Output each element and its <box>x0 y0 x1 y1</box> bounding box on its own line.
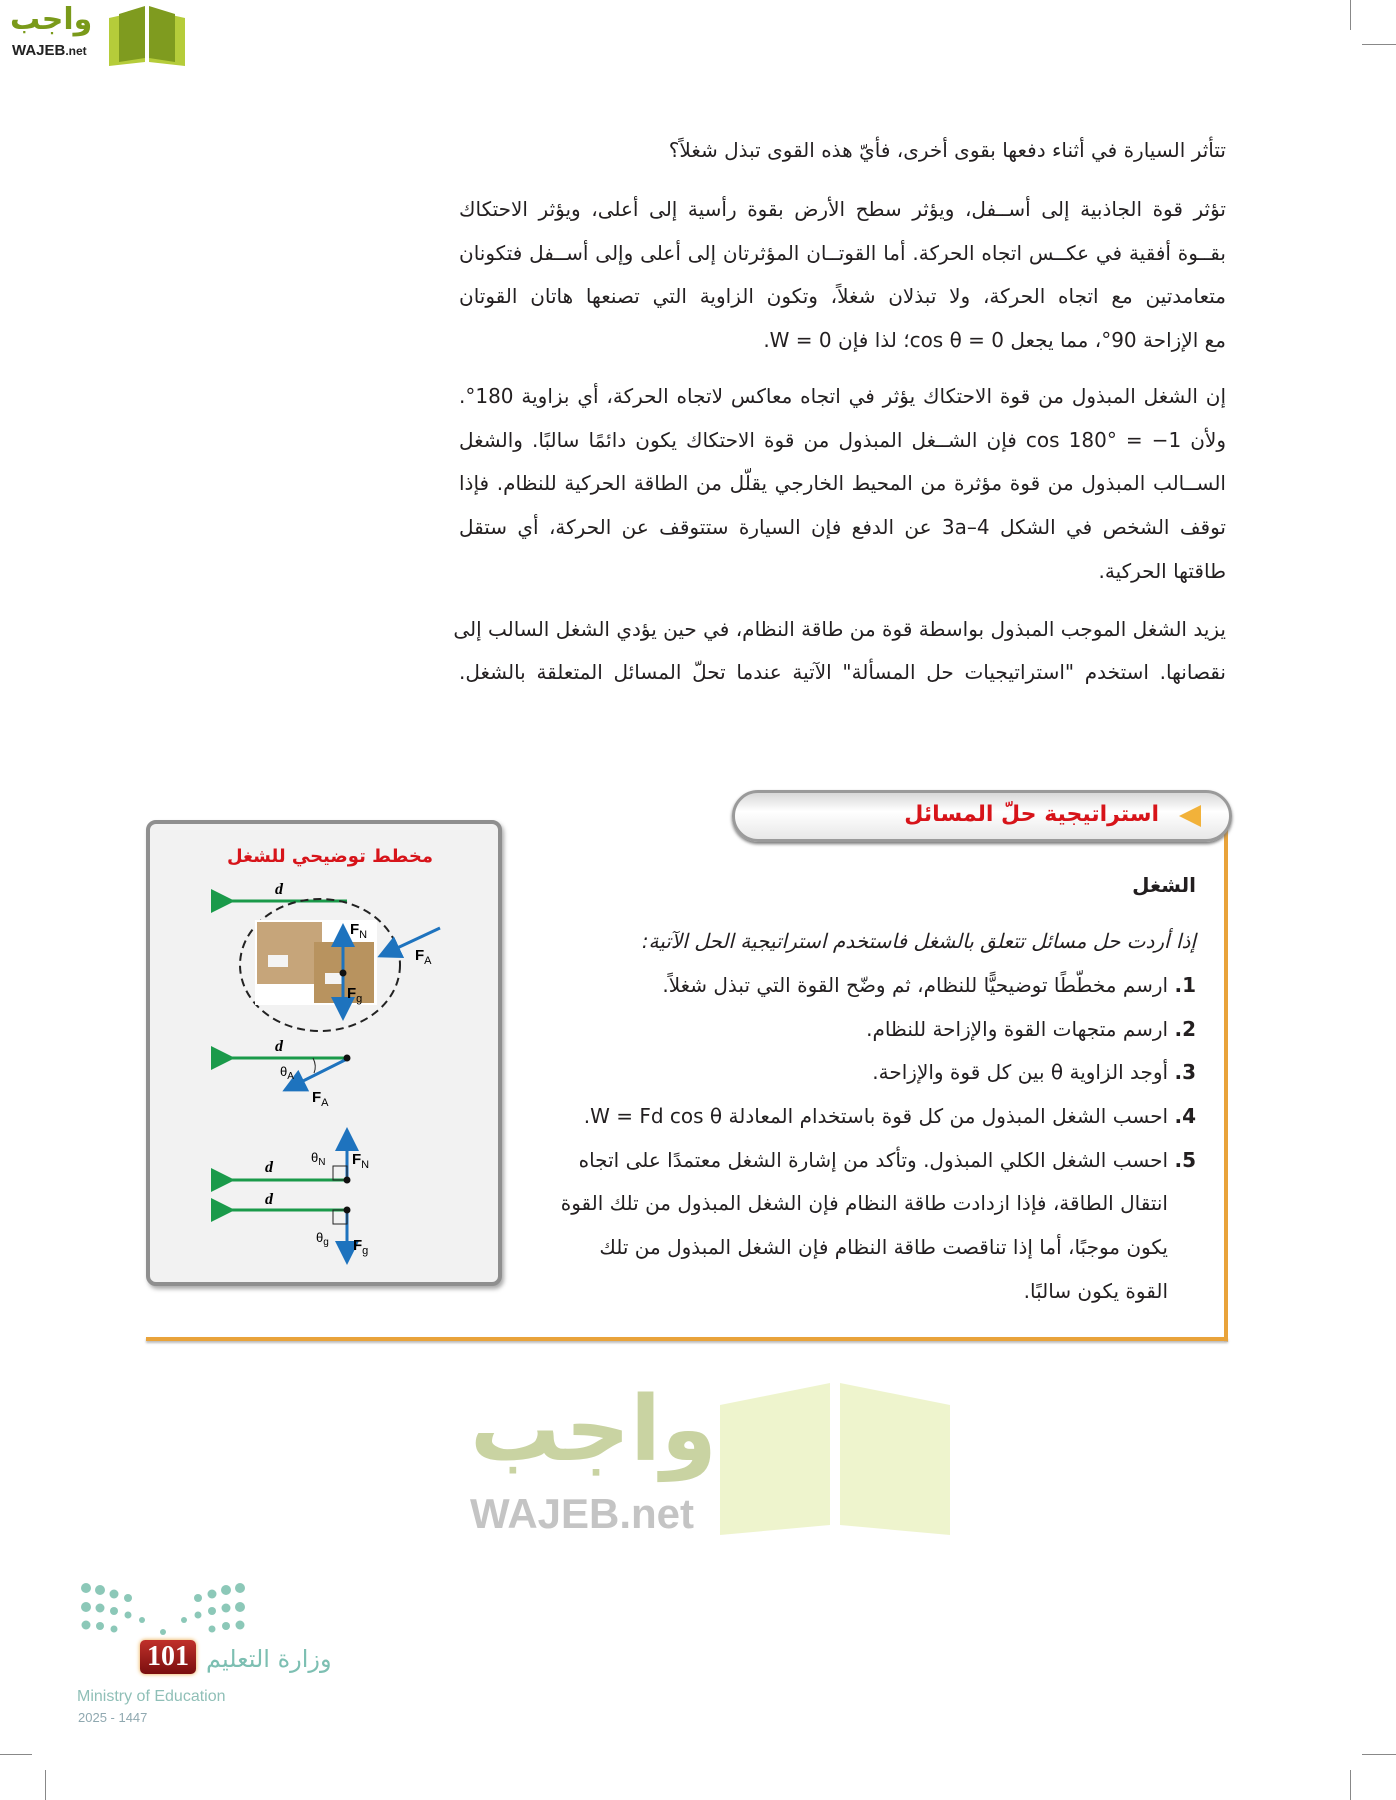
paragraph-line: ولأن cos 180° = −1 فإن الشــغل المبذول من قوة الاحتكاك يكون دائمًا سالبًا. والشغل <box>459 428 1227 452</box>
step-4: 4. احسب الشغل المبذول من كل قوة باستخدام المعادلة W = Fd cos θ. <box>583 1104 1196 1128</box>
ministry-name-english: Ministry of Education <box>77 1688 226 1705</box>
ministry-logo-dots <box>78 1580 248 1640</box>
paragraph-line: يزيد الشغل الموجب المبذول بواسطة قوة من طاقة النظام، في حين يؤدي الشغل السالب إلى <box>453 617 1226 641</box>
paragraph-line: الســالب المبذول من قوة مؤثرة من المحيط الخارجي يقلّل من الطاقة الحركية للنظام. فإذا <box>459 471 1226 495</box>
watermark-arabic: واجب <box>470 1377 717 1482</box>
step-line: القوة يكون سالبًا. <box>1023 1279 1168 1303</box>
book-icon <box>105 4 189 66</box>
step-1: 1. ارسم مخطّطًا توضيحيًّا للنظام، ثم وضّح القوة التي تبذل شغلاً. <box>662 973 1196 997</box>
triangle-marker-icon <box>1179 805 1201 827</box>
crop-mark <box>45 1770 46 1800</box>
paragraph-line: طاقتها الحركية. <box>1098 559 1226 583</box>
point-dot <box>344 1055 351 1062</box>
fg-label: $F_g$ <box>347 985 363 1005</box>
paragraph-line: نقصانها. استخدم "استراتيجيات حل المسألة" الآتية عندما تحلّ المسائل المتعلقة بالشغل. <box>459 660 1226 684</box>
strategy-border-bottom <box>146 1337 1228 1341</box>
d-label: d <box>265 1159 273 1176</box>
paragraph-line: مع الإزاحة 90°، مما يجعل cos θ = 0؛ لذا فإن W = 0. <box>763 328 1226 352</box>
theta-n-label: $\theta_N$ <box>311 1150 326 1168</box>
fn-label: $F_N$ <box>350 921 368 941</box>
d-label: d <box>265 1191 273 1208</box>
fa-label: $F_A$ <box>415 947 432 967</box>
paragraph-line: بقــوة أفقية في عكــس اتجاه الحركة. أما القوتــان المؤثرتان إلى أعلى وإلى أســفل فتكونان <box>459 241 1226 265</box>
crop-mark <box>1350 1770 1351 1800</box>
applied-force-arrow <box>285 1059 347 1090</box>
crop-mark <box>1362 44 1396 45</box>
work-diagram <box>140 810 510 1300</box>
crop-mark <box>1362 1754 1396 1755</box>
strategy-title: استراتيجية حلّ المسائل <box>904 802 1159 827</box>
strategy-header <box>732 790 1232 842</box>
point-dot <box>340 970 347 977</box>
crop-mark <box>1350 0 1351 30</box>
step-line: 5. احسب الشغل الكلي المبذول. وتأكد من إشارة الشغل معتمدًا على اتجاه <box>578 1148 1196 1172</box>
page-number: 101 <box>140 1640 196 1674</box>
theta-a-label: $\theta_A$ <box>280 1064 294 1082</box>
point-dot <box>344 1177 351 1184</box>
diagram-title: مخطط توضيحي للشغل <box>226 846 434 867</box>
step-3: 3. أوجد الزاوية θ بين كل قوة والإزاحة. <box>872 1060 1196 1084</box>
step-2: 2. ارسم متجهات القوة والإزاحة للنظام. <box>866 1017 1196 1041</box>
d-label: d <box>275 881 283 898</box>
logo-latin: WAJEB.net <box>12 42 87 59</box>
step-line: انتقال الطاقة، فإذا ازدادت طاقة النظام فإن الشغل المبذول من تلك القوة <box>560 1191 1168 1215</box>
theta-g-label: $\theta_g$ <box>316 1230 329 1248</box>
fa-label: $F_A$ <box>312 1089 329 1109</box>
paragraph-line: إن الشغل المبذول من قوة الاحتكاك يؤثر في اتجاه معاكس لاتجاه الحركة، أي بزاوية 180°. <box>459 384 1226 408</box>
paragraph-line: تؤثر قوة الجاذبية إلى أســفل، ويؤثر سطح الأرض بقوة رأسية إلى أعلى، ويؤثر الاحتكاك <box>459 197 1226 221</box>
logo-arabic: واجب <box>10 2 93 37</box>
d-label: d <box>275 1038 283 1055</box>
edition-year: 2025 - 1447 <box>78 1710 148 1725</box>
watermark-book-icon <box>720 1375 950 1535</box>
ministry-name-arabic: وزارة التعليم <box>206 1645 332 1673</box>
step-line: يكون موجبًا، أما إذا تناقصت طاقة النظام فإن الشغل المبذول من تلك <box>599 1235 1168 1259</box>
watermark-latin: WAJEB.net <box>470 1490 695 1537</box>
strategy-intro: إذا أردت حل مسائل تتعلق بالشغل فاستخدم استراتيجية الحل الآتية: <box>641 929 1196 953</box>
paragraph-line: توقف الشخص في الشكل 4–3a عن الدفع فإن السيارة ستتوقف عن الحركة، أي ستقل <box>459 515 1226 539</box>
crop-mark <box>0 1754 32 1755</box>
paragraph-line: متعامدتين مع اتجاه الحركة، ولا تبذلان شغلاً، وتكون الزاوية التي تصنعها هاتان القوتان <box>459 284 1226 308</box>
fn-label: $F_N$ <box>352 1151 370 1171</box>
fg-label: $F_g$ <box>353 1237 369 1257</box>
strategy-border-right <box>1224 830 1228 1342</box>
angle-arc <box>313 1058 315 1073</box>
strategy-subtitle: الشغل <box>1132 873 1196 897</box>
point-dot <box>344 1207 351 1214</box>
question-text: تتأثر السيارة في أثناء دفعها بقوى أخرى، فأيّ هذه القوى تبذل شغلاً؟ <box>668 138 1226 162</box>
